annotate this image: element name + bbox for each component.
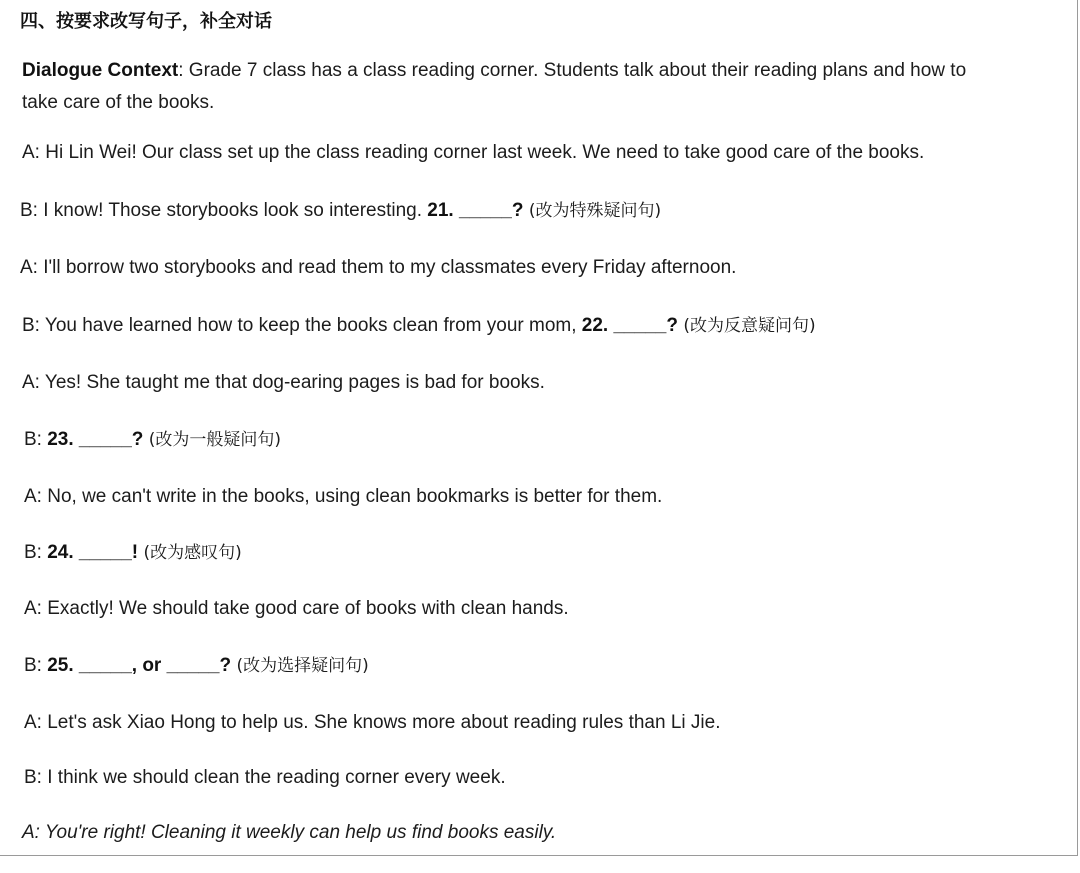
- dialogue-line-b-25: [24, 653, 369, 679]
- rewrite-instruction: (改为选择疑问句): [231, 656, 369, 676]
- question-number: 25.: [47, 655, 74, 676]
- dialogue-line-a-5: [24, 596, 569, 622]
- rewrite-instruction: (改为感叹句): [138, 543, 242, 563]
- question-number: 22.: [581, 315, 609, 336]
- speaker-label: A:: [24, 598, 42, 619]
- context-colon: :: [178, 60, 184, 81]
- question-number: 21.: [427, 200, 454, 221]
- speaker-label: A:: [24, 712, 42, 733]
- dialogue-line-b-7: [24, 765, 506, 791]
- section-title: 四、按要求改写句子，补全对话: [20, 11, 272, 32]
- dialogue-text: You have learned how to keep the books clean from your mom,: [39, 315, 582, 336]
- rewrite-instruction: (改为特殊疑问句): [523, 201, 662, 221]
- dialogue-text: I'll borrow two storybooks and read them to my classmates every Friday afternoon.: [37, 257, 737, 278]
- answer-blank: _____!: [73, 542, 139, 563]
- speaker-label: A:: [20, 257, 38, 278]
- dialogue-line-a-6: [24, 710, 720, 736]
- answer-blank: _____, or _____?: [73, 655, 232, 676]
- frame-border-right: [1077, 0, 1078, 856]
- speaker-label: A:: [22, 372, 40, 393]
- dialogue-text: I think we should clean the reading corner every week.: [41, 767, 506, 788]
- speaker-label: A:: [24, 486, 42, 507]
- answer-blank: _____?: [73, 429, 144, 450]
- question-number: 23.: [47, 429, 74, 450]
- dialogue-line-a-4: [24, 484, 662, 510]
- dialogue-line-b-22: [22, 313, 816, 339]
- speaker-label: B:: [24, 542, 42, 563]
- dialogue-line-b-23: [24, 427, 281, 453]
- speaker-label: B:: [24, 767, 42, 788]
- dialogue-context: [22, 55, 992, 119]
- dialogue-text: Exactly! We should take good care of books with clean hands.: [41, 598, 569, 619]
- frame-border-bottom: [0, 855, 1078, 856]
- speaker-label: B:: [20, 200, 38, 221]
- dialogue-text: Hi Lin Wei! Our class set up the class reading corner last week. We need to take good care of the books.: [39, 142, 925, 163]
- answer-blank: _____?: [453, 200, 524, 221]
- context-text: Grade 7 class has a class reading corner. Students talk about their reading plans and how to take care of the books.: [22, 60, 967, 113]
- question-number: 24.: [47, 542, 74, 563]
- speaker-label: A:: [22, 822, 40, 843]
- dialogue-text: Let's ask Xiao Hong to help us. She knows more about reading rules than Li Jie.: [41, 712, 721, 733]
- dialogue-line-a-7: [22, 820, 556, 846]
- dialogue-text: You're right! Cleaning it weekly can help us find books easily.: [39, 822, 557, 843]
- speaker-label: B:: [24, 429, 42, 450]
- dialogue-text: I know! Those storybooks look so interesting.: [37, 200, 428, 221]
- rewrite-instruction: (改为反意疑问句): [677, 316, 816, 336]
- dialogue-line-b-24: [24, 540, 242, 566]
- rewrite-instruction: (改为一般疑问句): [143, 430, 282, 450]
- context-label: Dialogue Context: [22, 60, 179, 81]
- speaker-label: A:: [22, 142, 40, 163]
- dialogue-text: Yes! She taught me that dog-earing pages is bad for books.: [39, 372, 545, 393]
- dialogue-line-a-2: [20, 255, 736, 281]
- dialogue-line-a-1: [22, 140, 924, 166]
- answer-blank: _____?: [608, 315, 678, 336]
- dialogue-line-b-21: [20, 198, 661, 224]
- dialogue-line-a-3: [22, 370, 545, 396]
- speaker-label: B:: [22, 315, 40, 336]
- dialogue-text: No, we can't write in the books, using clean bookmarks is better for them.: [41, 486, 663, 507]
- speaker-label: B:: [24, 655, 42, 676]
